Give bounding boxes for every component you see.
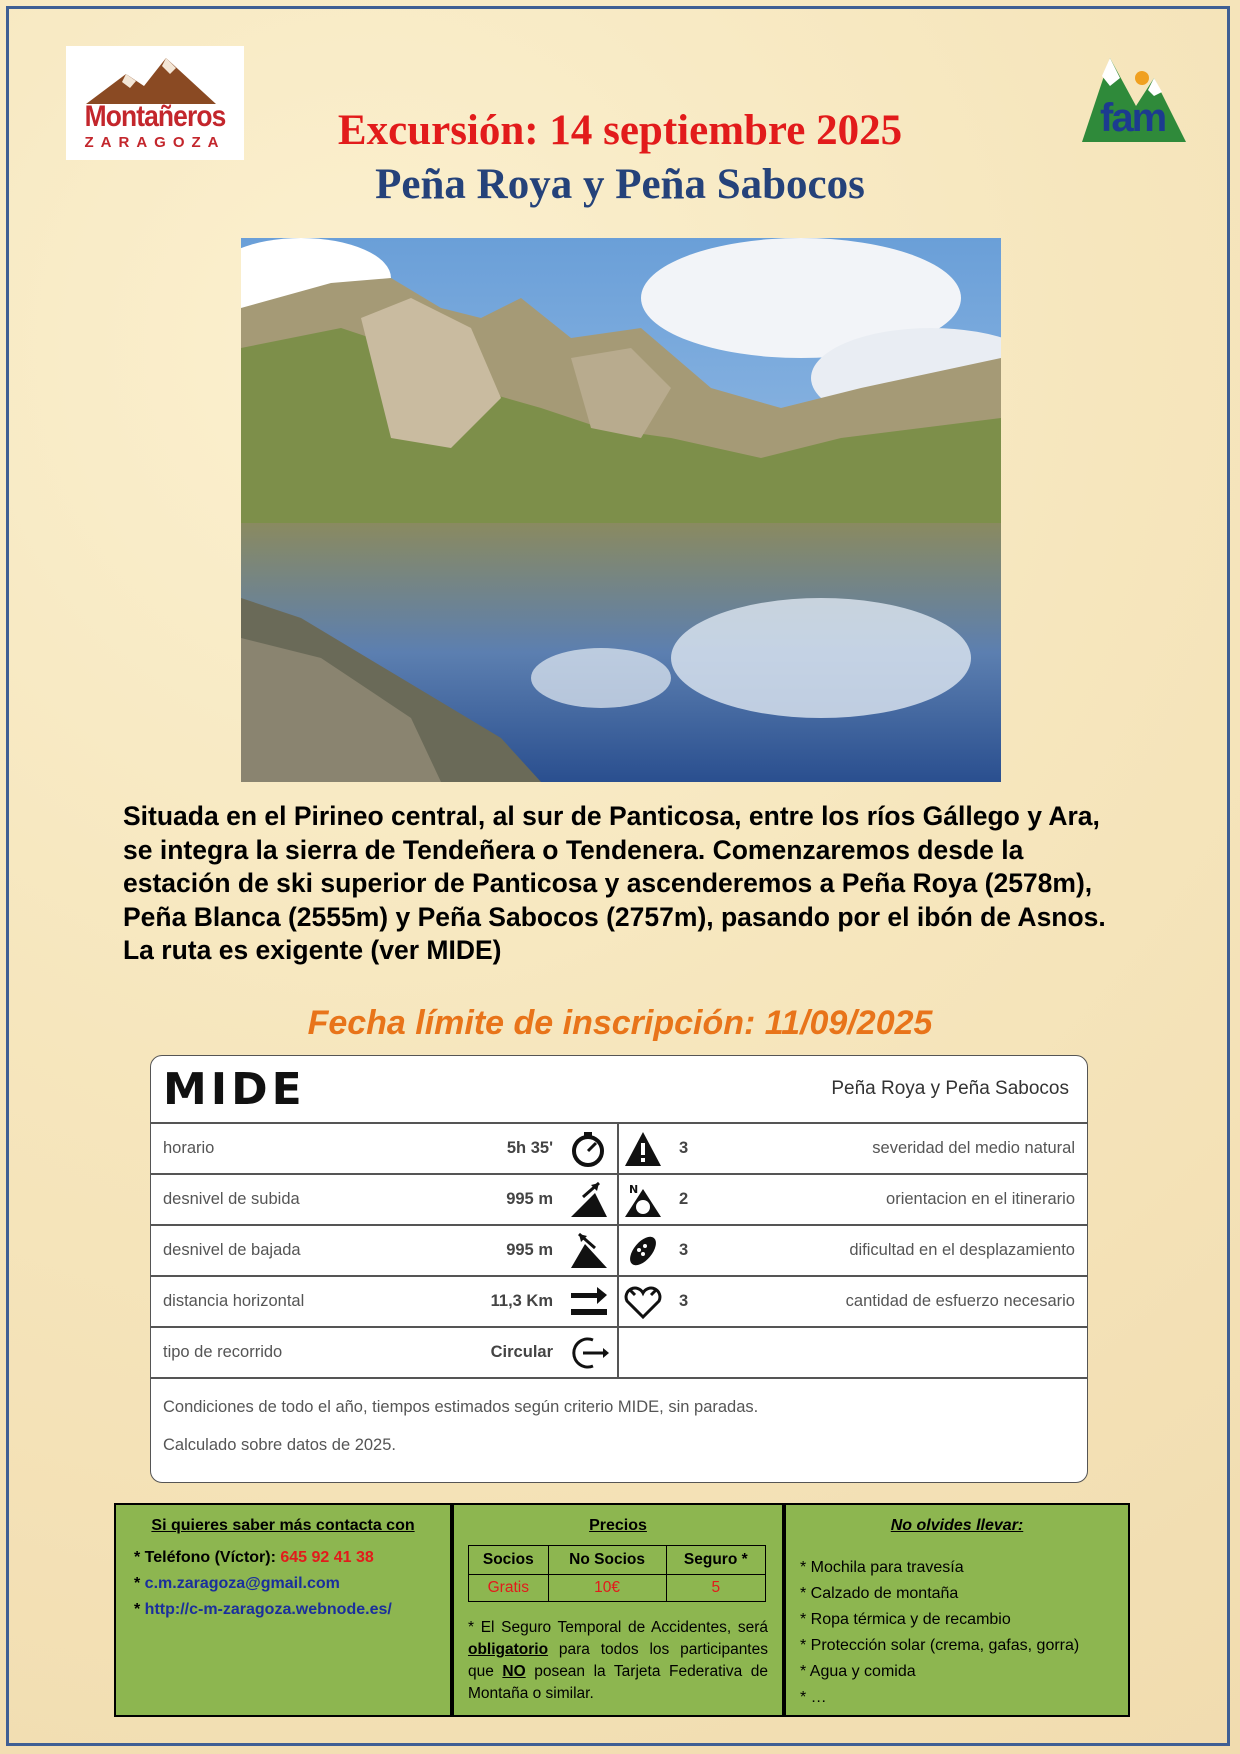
compass-icon	[623, 1181, 663, 1219]
mide-route-name: Peña Roya y Peña Sabocos	[831, 1078, 1069, 1099]
distance-arrow-icon	[569, 1283, 609, 1321]
checklist-title: No olvides llevar:	[890, 1517, 1024, 1534]
mide-value: 995 m	[506, 1241, 553, 1259]
mide-row-desnivel-subida	[151, 1175, 1087, 1226]
mide-criterion: dificultad en el desplazamiento	[849, 1241, 1075, 1259]
price-seguro: 5	[666, 1575, 765, 1602]
mide-conditions-note: Condiciones de todo el año, tiempos estimados según criterio MIDE, sin paradas.	[163, 1398, 759, 1416]
mide-criterion: severidad del medio natural	[872, 1139, 1075, 1157]
list-item: * …	[800, 1689, 827, 1706]
phone-label: * Teléfono (Víctor):	[134, 1549, 281, 1566]
difficulty-note: La ruta es exigente (ver MIDE)	[123, 935, 502, 965]
mide-score: 3	[679, 1292, 689, 1310]
list-item: * Ropa térmica y de recambio	[800, 1611, 1011, 1628]
mide-criterion: orientacion en el itinerario	[886, 1190, 1075, 1208]
mide-label: desnivel de subida	[163, 1190, 300, 1208]
excursion-date-title: Excursión: 14 septiembre 2025	[337, 107, 903, 154]
mide-value: Circular	[490, 1343, 553, 1361]
logo-brand-text: Montañeros	[84, 100, 226, 133]
mide-score: 3	[679, 1241, 689, 1259]
mide-label: desnivel de bajada	[163, 1241, 301, 1259]
logo-city-text: ZARAGOZA	[84, 134, 226, 151]
route-title: Peña Roya y Peña Sabocos	[375, 161, 865, 208]
checklist	[800, 1555, 1079, 1711]
heart-effort-icon	[623, 1283, 663, 1321]
description-paragraph: Situada en el Pirineo central, al sur de Panticosa, entre los ríos Gállego y Ara, se integra la sierra de Tendeñera o Tendenera. Comenzaremos desde la estación de ski superior de Panticosa y ascenderemos a Peña Roya (2578m), Peña Blanca (2555m) y Peña Sabocos (2757m), pasando por el ibón de Asnos.	[123, 801, 1106, 932]
mide-table	[150, 1055, 1088, 1483]
stopwatch-icon	[569, 1130, 609, 1168]
email-link[interactable]: c.m.zaragoza@gmail.com	[144, 1575, 340, 1592]
prices-header-row	[469, 1546, 766, 1575]
mide-label: tipo de recorrido	[163, 1343, 283, 1361]
price-header-seguro: Seguro *	[666, 1546, 765, 1575]
descent-icon	[569, 1232, 609, 1270]
contact-email: * c.m.zaragoza@gmail.com	[134, 1575, 340, 1592]
list-item: * Calzado de montaña	[800, 1585, 959, 1602]
ascent-icon	[569, 1181, 609, 1219]
svg-text:N: N	[629, 1183, 639, 1196]
mide-score: 3	[679, 1139, 689, 1157]
mide-row-desnivel-bajada	[151, 1226, 1087, 1277]
price-socios: Gratis	[469, 1575, 549, 1602]
mide-row-distancia	[151, 1277, 1087, 1328]
contact-box	[114, 1503, 452, 1717]
warning-icon	[623, 1130, 663, 1168]
route-description	[123, 800, 1133, 968]
mide-value: 11,3 Km	[490, 1292, 553, 1310]
mide-row-horario	[151, 1124, 1087, 1175]
contact-web: * http://c-m-zaragoza.webnode.es/	[134, 1601, 392, 1618]
prices-box	[452, 1503, 784, 1717]
mide-calculation-note: Calculado sobre datos de 2025.	[163, 1436, 396, 1454]
mide-label: distancia horizontal	[163, 1292, 305, 1310]
boot-sole-icon	[623, 1232, 663, 1270]
prices-value-row	[469, 1575, 766, 1602]
montaneros-logo	[66, 46, 244, 160]
circular-route-icon	[569, 1334, 609, 1372]
mide-label: horario	[163, 1139, 215, 1157]
prices-table	[468, 1545, 766, 1602]
mide-logo: MIDE	[163, 1064, 306, 1115]
phone-number[interactable]: 645 92 41 38	[280, 1549, 374, 1566]
website-link[interactable]: http://c-m-zaragoza.webnode.es/	[144, 1601, 392, 1618]
fam-logo	[1080, 48, 1188, 144]
price-no-socios: 10€	[548, 1575, 666, 1602]
contact-phone	[134, 1549, 374, 1567]
list-item: * Mochila para travesía	[800, 1559, 964, 1576]
contact-title: Si quieres saber más contacta con	[151, 1517, 415, 1534]
mide-criterion: cantidad de esfuerzo necesario	[845, 1292, 1075, 1310]
price-header-no-socios: No Socios	[548, 1546, 666, 1575]
prices-title: Precios	[589, 1517, 647, 1534]
mide-row-tipo-recorrido	[151, 1328, 1087, 1379]
fam-logo-text: fam	[1100, 96, 1166, 140]
list-item: * Protección solar (crema, gafas, gorra)	[800, 1637, 1080, 1654]
insurance-note: * El Seguro Temporal de Accidentes, será obligatorio para todos los participantes que NO posean la Tarjeta Federativa de Montaña o similar.	[468, 1619, 768, 1702]
mide-header	[151, 1056, 1087, 1124]
list-item: * Agua y comida	[800, 1663, 916, 1680]
mide-score: 2	[679, 1190, 689, 1208]
checklist-box	[784, 1503, 1130, 1717]
mide-value: 995 m	[506, 1190, 553, 1208]
registration-deadline: Fecha límite de inscripción: 11/09/2025	[307, 1004, 933, 1042]
mountain-lake-photo	[241, 238, 1001, 782]
price-header-socios: Socios	[469, 1546, 549, 1575]
mide-value: 5h 35'	[506, 1139, 553, 1157]
